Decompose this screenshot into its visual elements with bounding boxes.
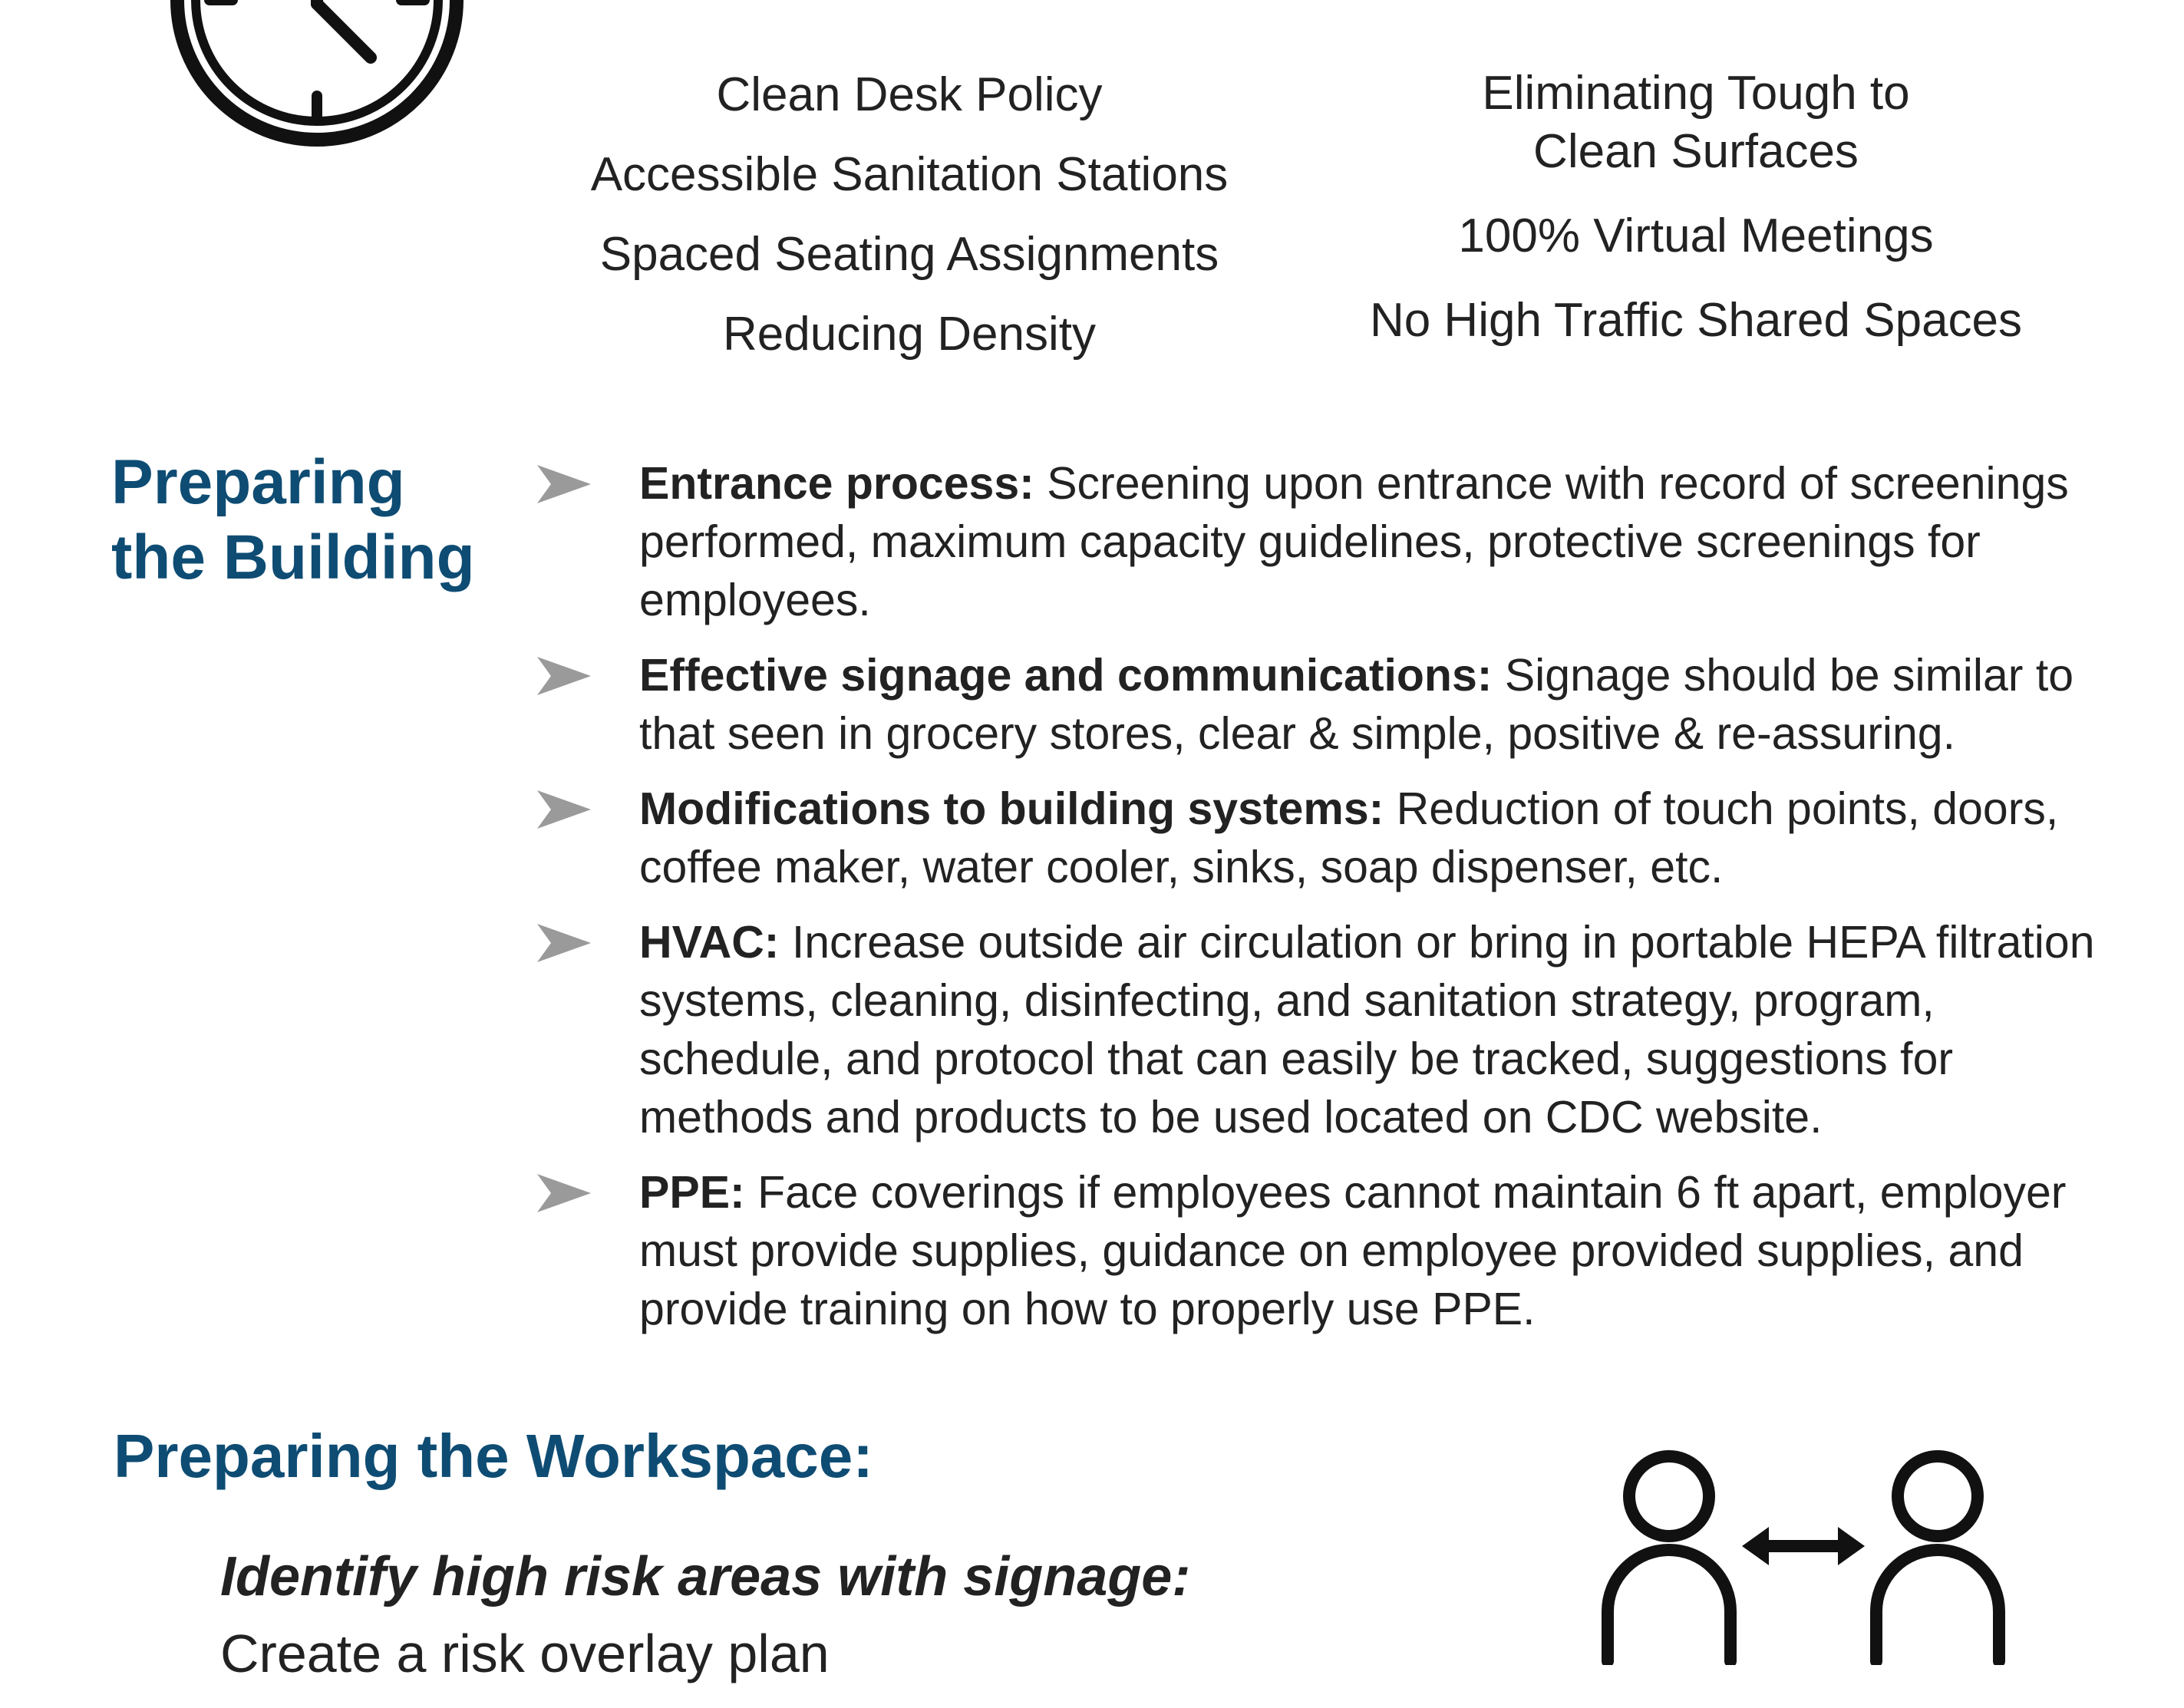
arrowhead-icon (537, 790, 591, 829)
arrowhead-icon (537, 465, 591, 503)
bullet-text: Signage should be similar to that seen in grocery stores, clear & simple, positive & re-assuring. (639, 650, 2074, 759)
practices-column-right (1305, 64, 2087, 376)
bullet-ppe (537, 1163, 2095, 1338)
bullet-text: Screening upon entrance with record of screenings performed, maximum capacity guidelines, protective screenings for employees. (639, 458, 2069, 625)
arrowhead-icon (537, 924, 591, 962)
practice-item: Spaced Seating Assignments (599, 228, 1219, 281)
practice-item: Clean Desk Policy (716, 68, 1103, 121)
bullet-entrance-process (537, 454, 2095, 629)
bullet-hvac (537, 913, 2095, 1146)
practice-item: No High Traffic Shared Spaces (1369, 294, 2023, 347)
practice-item: Eliminating Tough to Clean Surfaces (1482, 67, 1910, 178)
workspace-subheading: Identify high risk areas with signage: (220, 1546, 1191, 1607)
workspace-subtext: Create a risk overlay plan (220, 1624, 830, 1683)
bullet-label: Entrance process: (639, 458, 1034, 509)
bullet-signage (537, 646, 2095, 763)
bullet-label: Effective signage and communications: (639, 650, 1493, 701)
bullet-text: Reduction of touch points, doors, coffee maker, water cooler, sinks, soap dispenser, etc. (639, 783, 2059, 892)
section-title-building: Preparing the Building (111, 447, 475, 592)
practice-item: Accessible Sanitation Stations (590, 148, 1229, 201)
bullet-text: Face coverings if employees cannot maintain 6 ft apart, employer must provide supplies, guidance on employee provided supplies, and provide training on how to properly use PPE. (639, 1167, 2067, 1334)
arrowhead-icon (537, 1174, 591, 1212)
arrowhead-icon (537, 657, 591, 695)
bullet-building-systems (537, 780, 2095, 896)
building-bullet-list (537, 454, 2095, 1338)
section-title-workspace: Preparing the Workspace: (114, 1422, 873, 1490)
bullet-text: Increase outside air circulation or bring in portable HEPA filtration systems, cleaning, disinfecting, and sanitation strategy, program, schedule, and protocol that can easily be tracked, suggestions for methods and products to be used located on CDC website. (639, 917, 2095, 1143)
practices-column-left (530, 66, 1289, 385)
practice-item: Reducing Density (723, 308, 1096, 361)
bullet-label: Modifications to building systems: (639, 783, 1384, 834)
clock-icon (167, 0, 467, 169)
practice-item: 100% Virtual Meetings (1458, 209, 1934, 262)
bullet-label: HVAC: (639, 917, 780, 968)
social-distancing-icon (1596, 1443, 2011, 1665)
bullet-label: PPE: (639, 1167, 745, 1218)
